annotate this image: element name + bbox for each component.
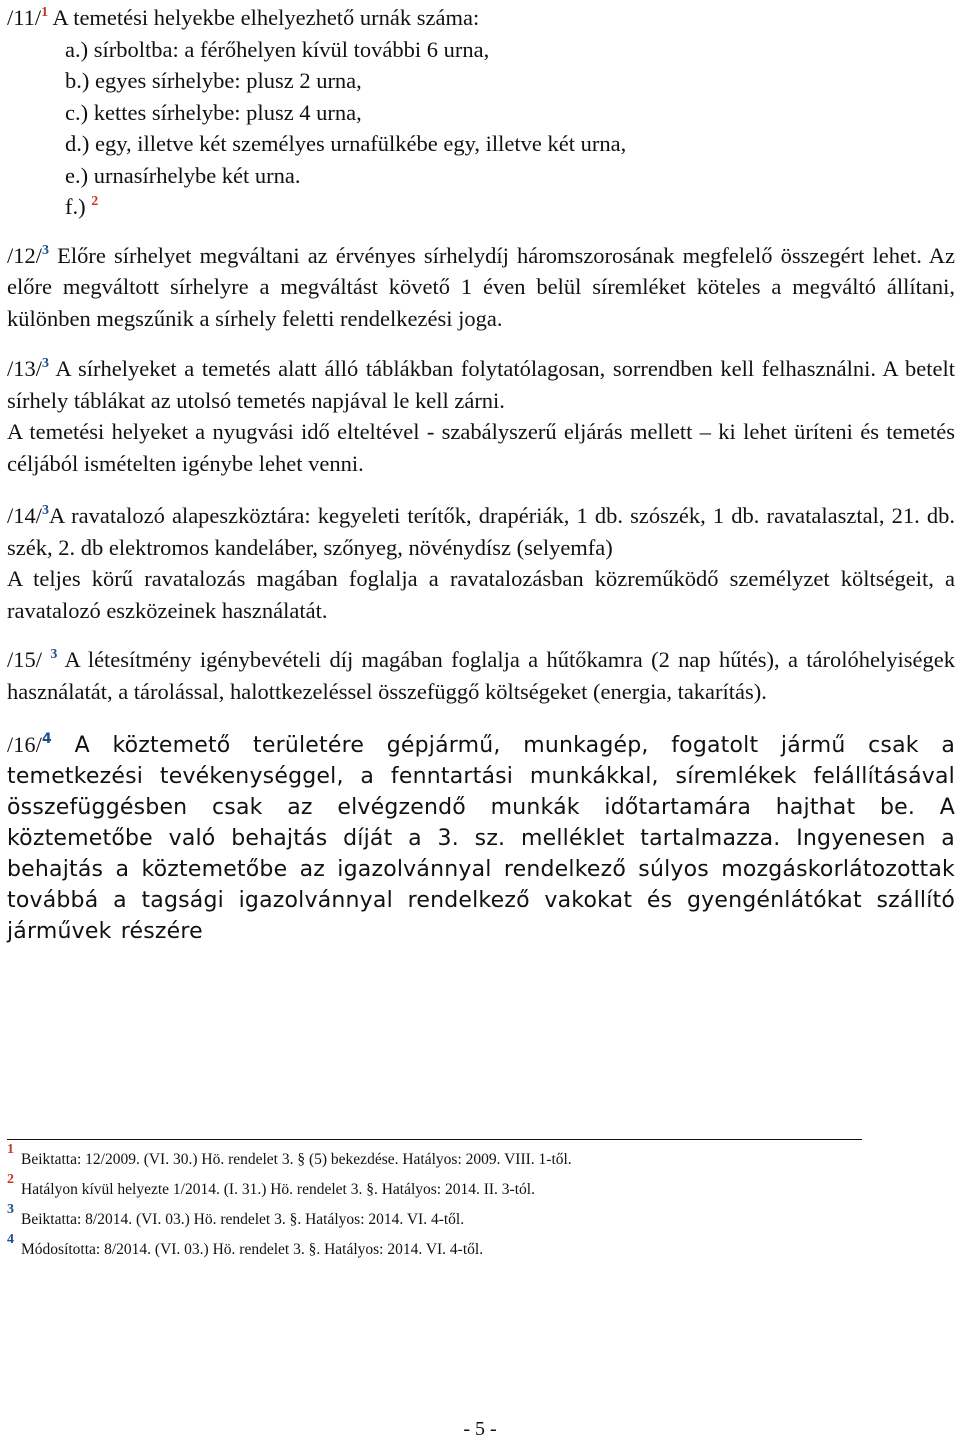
footnote-text: Beiktatta: 8/2014. (VI. 03.) Hö. rendelet 3. §. Hatályos: 2014. VI. 4-től. bbox=[21, 1211, 465, 1228]
footnote-3 bbox=[7, 1202, 907, 1235]
section-14-text: /14/$^3$A ravatalozó alapeszköztára: kegyeleti terítők, drapériák, 1 db. szószék, 1 db. ravatalasztal, 21. db. szék, 2. db elektromos kandeláber, szőnyeg, növénydísz (selyemfa) bbox=[7, 503, 955, 560]
footnote-ref-2[interactable]: 2 bbox=[91, 194, 99, 209]
footnote-2 bbox=[7, 1172, 907, 1205]
footnote-text: Beiktatta: 12/2009. (VI. 30.) Hö. rendelet 3. § (5) bekezdése. Hatályos: 2009. VIII. 1-től. bbox=[21, 1151, 572, 1168]
footnote-ref-3[interactable]: 3 bbox=[50, 647, 58, 662]
list-item-b: b.) egyes sírhelybe: plusz 2 urna, bbox=[65, 68, 362, 93]
section-13-text: /13/$^3$ A sírhelyeket a temetés alatt álló táblákban folytatólagosan, sorrendben kell felhasználni. A betelt sírhely táblákat az utolsó temetés napjával le kell zárni. bbox=[7, 356, 955, 413]
section-11-heading: /11/$^1$ A temetési helyekbe elhelyezhető urnák száma: bbox=[7, 5, 480, 30]
footnote-1 bbox=[7, 1142, 907, 1175]
list-item-a: a.) sírboltba: a férőhelyen kívül további 6 urna, bbox=[65, 36, 490, 62]
document-page bbox=[7, 0, 955, 947]
section-12 bbox=[7, 240, 955, 335]
footnotes bbox=[7, 1142, 907, 1265]
list-item-f: f.) $^2$ bbox=[65, 194, 99, 219]
section-13 bbox=[7, 353, 955, 479]
footnote-number: 3 bbox=[7, 1202, 14, 1217]
footnote-ref-3[interactable]: 3 bbox=[42, 503, 50, 518]
section-16 bbox=[7, 729, 955, 947]
list-item-e: e.) urnasírhelybe két urna. bbox=[65, 162, 301, 188]
footnote-ref-3[interactable]: 3 bbox=[42, 242, 50, 258]
footnote-text: Hatályon kívül helyezte 1/2014. (I. 31.) Hö. rendelet 3. §. Hatályos: 2014. II. 3-tól. bbox=[21, 1181, 535, 1198]
section-12-text: /12/$^3$ Előre sírhelyet megváltani az érvényes sírhelydíj háromszorosának megfelelő összegért lehet. Az előre megváltott sírhelyre a megváltást követő 1 éven belül síremléket köteles a megváltó állítani, különben megszűnik a sírhely feletti rendelkezési joga. bbox=[7, 242, 955, 331]
list-item-d: d.) egy, illetve két személyes urnafülkébe egy, illetve két urna, bbox=[65, 131, 627, 156]
footnote-number: 2 bbox=[7, 1172, 14, 1187]
list-item-c: c.) kettes sírhelybe: plusz 4 urna, bbox=[65, 99, 362, 125]
footnote-separator bbox=[7, 1139, 862, 1140]
section-15-text: /15/ $^3$ A létesítmény igénybevételi díj magában foglalja a hűtőkamra (2 nap hűtés), a tárolóhelyiségek használatát, a tárolással, halottkezeléssel összefüggő költségeket (energia, takarítás). bbox=[7, 647, 955, 704]
footnote-ref-3[interactable]: 3 bbox=[42, 356, 50, 371]
footnote-number: 4 bbox=[7, 1232, 14, 1247]
section-14-text-2: A teljes körű ravatalozás magában foglalja a ravatalozásban közreműködő személyzet költségeit, a ravatalozó eszközeinek használatát. bbox=[7, 566, 955, 623]
page-number: - 5 - bbox=[463, 1418, 497, 1440]
footnote-text: Módosította: 8/2014. (VI. 03.) Hö. rendelet 3. §. Hatályos: 2014. VI. 4-től. bbox=[21, 1241, 484, 1258]
section-14 bbox=[7, 500, 955, 626]
section-15 bbox=[7, 644, 955, 707]
footnote-number: 1 bbox=[7, 1142, 14, 1157]
section-16-text: /16/$^4$ A köztemető területére gépjármű, munkagép, fogatolt jármű csak a temetkezési tevékenységgel, a fenntartási munkákkal, síremlékek felállításával összefüggésben csak az elvégzendő munkák időtartamára hajthat be. A köztemetőbe való behajtás díját a 3. sz. melléklet tartalmazza. Ingyenesen a behajtás a köztemetőbe az igazolvánnyal rendelkező súlyos mozgáskorlátozottak továbbá a tagsági igazolvánnyal rendelkező vakokat és gyengénlátókat szállító járművek részére bbox=[7, 731, 955, 944]
footnote-4 bbox=[7, 1232, 907, 1265]
footnote-ref-4[interactable]: 4 bbox=[42, 731, 52, 747]
section-13-text-2: A temetési helyeket a nyugvási idő elteltével - szabályszerű eljárás mellett – ki lehet üríteni és temetés céljából ismételten igénybe lehet venni. bbox=[7, 419, 955, 476]
footnote-ref-1[interactable]: 1 bbox=[41, 5, 49, 20]
section-11 bbox=[7, 0, 955, 223]
